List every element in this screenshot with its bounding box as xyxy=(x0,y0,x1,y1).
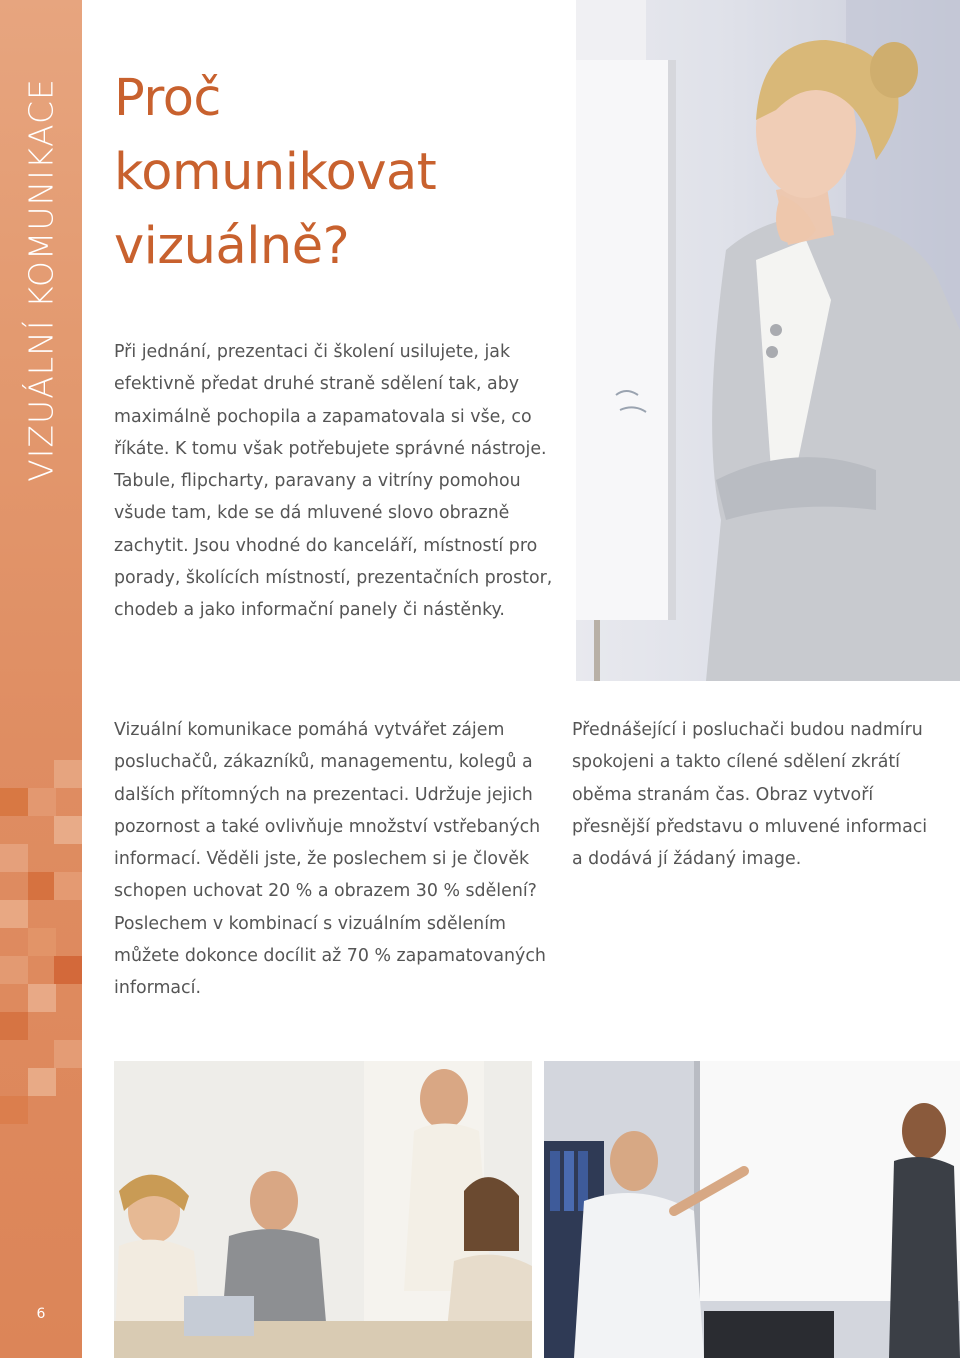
photo-whiteboard-presentation xyxy=(544,1061,960,1358)
photo-illustration xyxy=(114,1061,532,1358)
right-paragraph: Přednášející i posluchači budou nadmíru spokojeni a takto cílené sdělení zkrátí oběma stranám čas. Obraz vytvoří přesnější představu o mluvené informaci a dodává jí žádaný image. xyxy=(572,720,928,870)
flipchart-board xyxy=(576,60,676,620)
table xyxy=(114,1321,532,1358)
pixel-block xyxy=(28,928,56,956)
binder xyxy=(550,1151,560,1211)
pixel-block xyxy=(54,816,82,844)
pixel-block xyxy=(54,760,82,788)
blazer-button xyxy=(766,346,778,358)
person-head xyxy=(610,1131,658,1191)
pixel-block xyxy=(54,956,82,984)
middle-paragraph: Vizuální komunikace pomáhá vytvářet zájem posluchačů, zákazníků, managementu, kolegů a dalších přítomných na prezentaci. Udržuje jejich pozornost a také ovlivňuje množství vstřebaných informací. Věděli jste, že poslechem si je člověk schopen uchovat 20 % a obrazem 30 % sdělení? Poslechem v kombinací s vizuálním sdělením můžete dokonce docílit až 70 % zapamatovaných informací. xyxy=(114,720,546,999)
photo-meeting-group xyxy=(114,1061,532,1358)
intro-paragraph: Při jednání, prezentaci či školení usilujete, jak efektivně předat druhé straně sdělení tak, aby maximálně pochopila a zapamatovala si vše, co říkáte. K tomu však potřebujete správné nástroje. Tabule, flipcharty, paravany a vitríny pomohou všude tam, kde se dá mluvené slovo obrazně zachytit. Jsou vhodné do kanceláří, místností pro porady, školících místností, prezentačních prostor, chodeb a jako informační panely či nástěnky. xyxy=(114,342,553,621)
person-head xyxy=(420,1069,468,1129)
laptop xyxy=(704,1311,834,1358)
laptop xyxy=(184,1296,254,1336)
pixel-block xyxy=(28,984,56,1012)
photo-woman-at-flipchart xyxy=(576,0,960,681)
pixel-block xyxy=(0,900,28,928)
page-number: 6 xyxy=(36,1306,46,1322)
flipchart-frame xyxy=(668,60,676,620)
page-title xyxy=(114,62,554,284)
pixel-block xyxy=(28,872,56,900)
sidebar-title: VIZUÁLNÍ KOMUNIKACE xyxy=(21,78,61,482)
pixel-block xyxy=(54,1040,82,1068)
pixel-block xyxy=(54,872,82,900)
blazer xyxy=(706,215,960,681)
person-head xyxy=(250,1171,298,1231)
person-shirt xyxy=(574,1193,704,1358)
pixel-block xyxy=(0,844,28,872)
pixel-block xyxy=(0,1096,28,1124)
person-head xyxy=(902,1103,946,1159)
photo-illustration xyxy=(544,1061,960,1358)
page-title-line: vizuálně? xyxy=(114,217,350,276)
hair-bun xyxy=(870,42,918,98)
flipchart-leg xyxy=(594,620,600,681)
person-hair xyxy=(464,1177,519,1251)
pixel-block xyxy=(0,788,28,816)
pixel-block xyxy=(0,956,28,984)
pixel-block xyxy=(28,788,56,816)
sidebar-band xyxy=(0,0,82,1358)
pixel-block xyxy=(0,1012,28,1040)
person-jacket xyxy=(889,1157,960,1358)
flipchart-top xyxy=(576,0,646,60)
photo-illustration xyxy=(576,0,960,681)
blazer-button xyxy=(770,324,782,336)
pixel-block xyxy=(28,1068,56,1096)
page-title-line: komunikovat xyxy=(114,143,437,202)
binder xyxy=(564,1151,574,1211)
page-title-line: Proč xyxy=(114,69,221,128)
